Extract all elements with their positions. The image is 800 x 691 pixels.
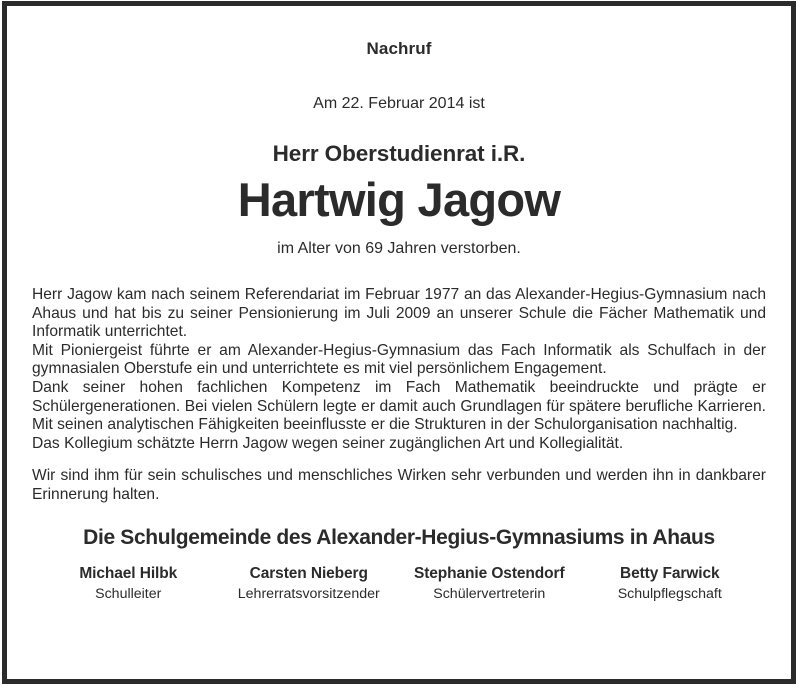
body-paragraph-1: Herr Jagow kam nach seinem Referendariat im Februar 1977 an das Alexander-Hegius-Gymnasium nach Ahaus und hat bis zu seiner Pensionierung im Juli 2009 an unserer Schule die Fächer Mathematik und Informatik unterrichtet. (32, 286, 766, 341)
body-paragraph-3: Dank seiner hohen fachlichen Kompetenz im Fach Mathematik beeindruckte und prägte er Schülergenerationen. Bei vielen Schülern legte er damit auch Grundlagen für spätere berufliche Karrieren. Mit seinen analytischen Fähigkeiten beeinflusste er die Strukturen in der Schulorganisation nachhaltig. (32, 378, 766, 434)
signatory (580, 564, 761, 603)
deceased-name: Hartwig Jagow (237, 173, 561, 226)
signatory-name: Betty Farwick (620, 564, 720, 582)
age-at-death-line: im Alter von 69 Jahren verstorben. (277, 240, 521, 257)
obituary-body (32, 286, 766, 505)
signatory-role: Schulleiter (95, 585, 162, 602)
signatory-name: Carsten Nieberg (249, 564, 368, 582)
school-community-line: Die Schulgemeinde des Alexander-Hegius-Gymnasiums in Ahaus (83, 525, 715, 549)
signatory (399, 564, 580, 603)
signatory-role: Schülervertreterin (433, 585, 546, 602)
signatory-role: Schulpflegschaft (617, 585, 722, 602)
notice-kicker: Nachruf (366, 39, 432, 58)
signatory-role: Lehrerratsvorsitzender (237, 585, 380, 602)
signatory (219, 564, 400, 603)
date-of-death-line: Am 22. Februar 2014 ist (313, 95, 485, 112)
body-paragraph-2: Mit Pioniergeist führte er am Alexander-Hegius-Gymnasium das Fach Informatik als Schulfach in der gymnasialen Oberstufe ein und unterrichtete es mit viel persönlichem Engagement. (32, 341, 766, 378)
signatory (38, 564, 219, 603)
body-paragraph-5: Wir sind ihm für sein schulisches und menschliches Wirken sehr verbunden und werden ihn in dankbarer Erinnerung halten. (32, 467, 766, 503)
body-paragraph-4: Das Kollegium schätzte Herrn Jagow wegen seiner zugänglichen Art und Kollegialität. (32, 434, 624, 452)
notice-border-frame (2, 1, 796, 684)
notice-content (7, 6, 791, 679)
honorific-title: Herr Oberstudienrat i.R. (272, 141, 526, 166)
signatory-name: Michael Hilbk (79, 564, 178, 582)
signatories-row (32, 564, 766, 603)
signatory-name: Stephanie Ostendorf (413, 564, 565, 582)
